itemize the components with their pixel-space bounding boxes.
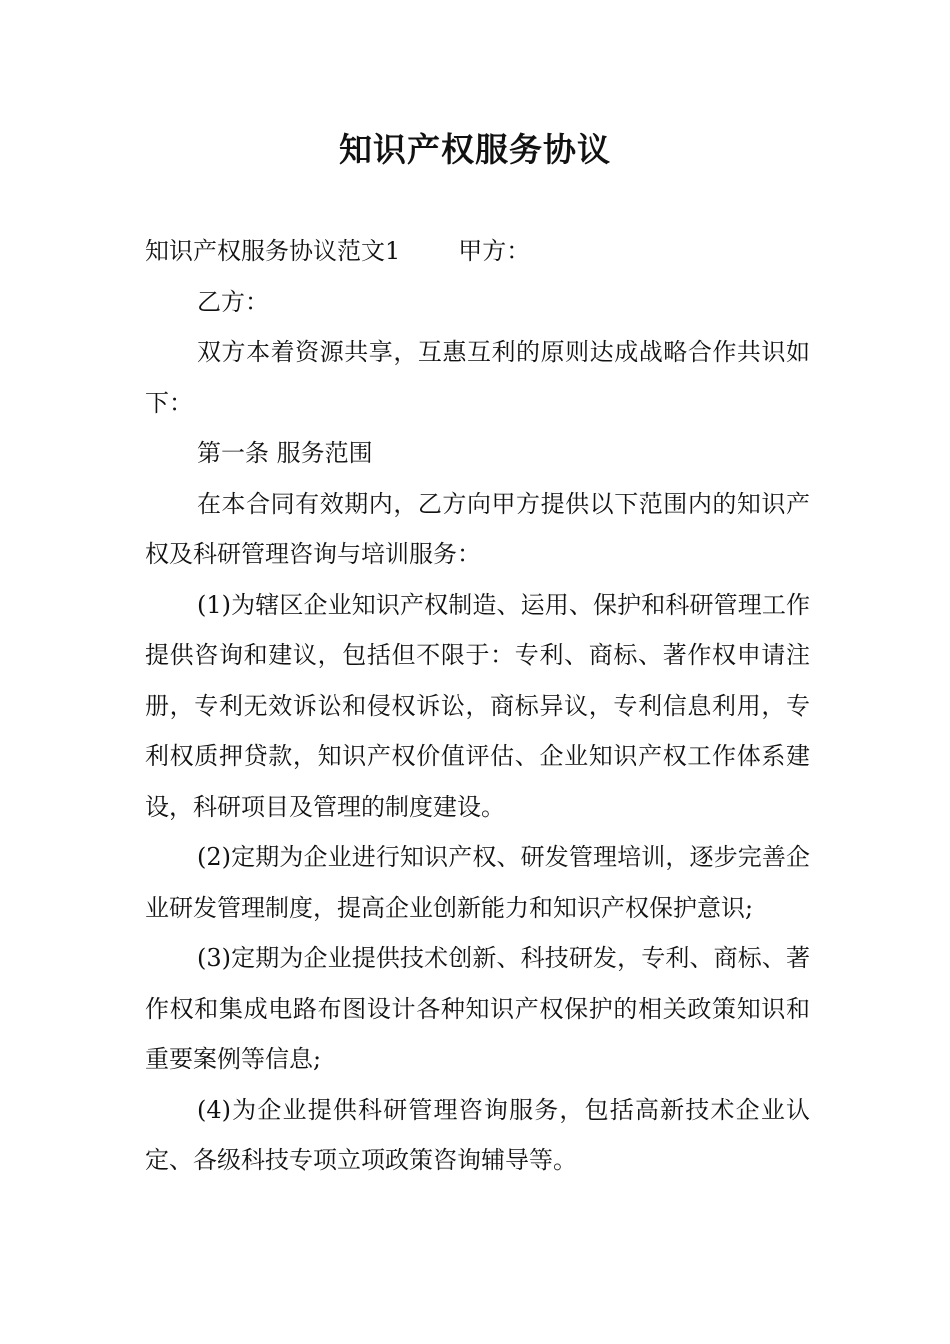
article-heading: 第一条 服务范围 — [197, 439, 373, 467]
paragraph-item-1: (1)为辖区企业知识产权制造、运用、保护和科研管理工作提供咨询和建议，包括但不限于：专利、商标、著作权申请注册，专利无效诉讼和侵权诉讼，商标异议，专利信息利用，专利权质押贷款，知识产权价值评估、企业知识产权工作体系建设，科研项目及管理的制度建设。 — [145, 590, 810, 821]
paragraph-item-3: (3)定期为企业提供技术创新、科技研发，专利、商标、著作权和集成电路布图设计各种知识产权保护的相关政策知识和重要案例等信息; — [145, 944, 810, 1073]
party-b-label: 乙方： — [197, 287, 269, 316]
intro-line — [145, 226, 810, 277]
document-body — [145, 226, 810, 1186]
paragraph-item-2: (2)定期为企业进行知识产权、研发管理培训，逐步完善企业研发管理制度，提高企业创新能力和知识产权保护意识; — [145, 843, 810, 922]
paragraph-consensus: 双方本着资源共享，互惠互利的原则达成战略合作共识如下： — [145, 338, 810, 417]
party-a-label: 甲方： — [458, 237, 531, 265]
paragraph-item-4: (4)为企业提供科研管理咨询服务，包括高新技术企业认定、各级科技专项立项政策咨询辅导等。 — [145, 1095, 810, 1174]
document-title: 知识产权服务协议 — [339, 130, 611, 169]
intro-label: 知识产权服务协议范文1 — [145, 237, 401, 265]
paragraph-scope: 在本合同有效期内，乙方向甲方提供以下范围内的知识产权及科研管理咨询与培训服务： — [145, 489, 810, 568]
